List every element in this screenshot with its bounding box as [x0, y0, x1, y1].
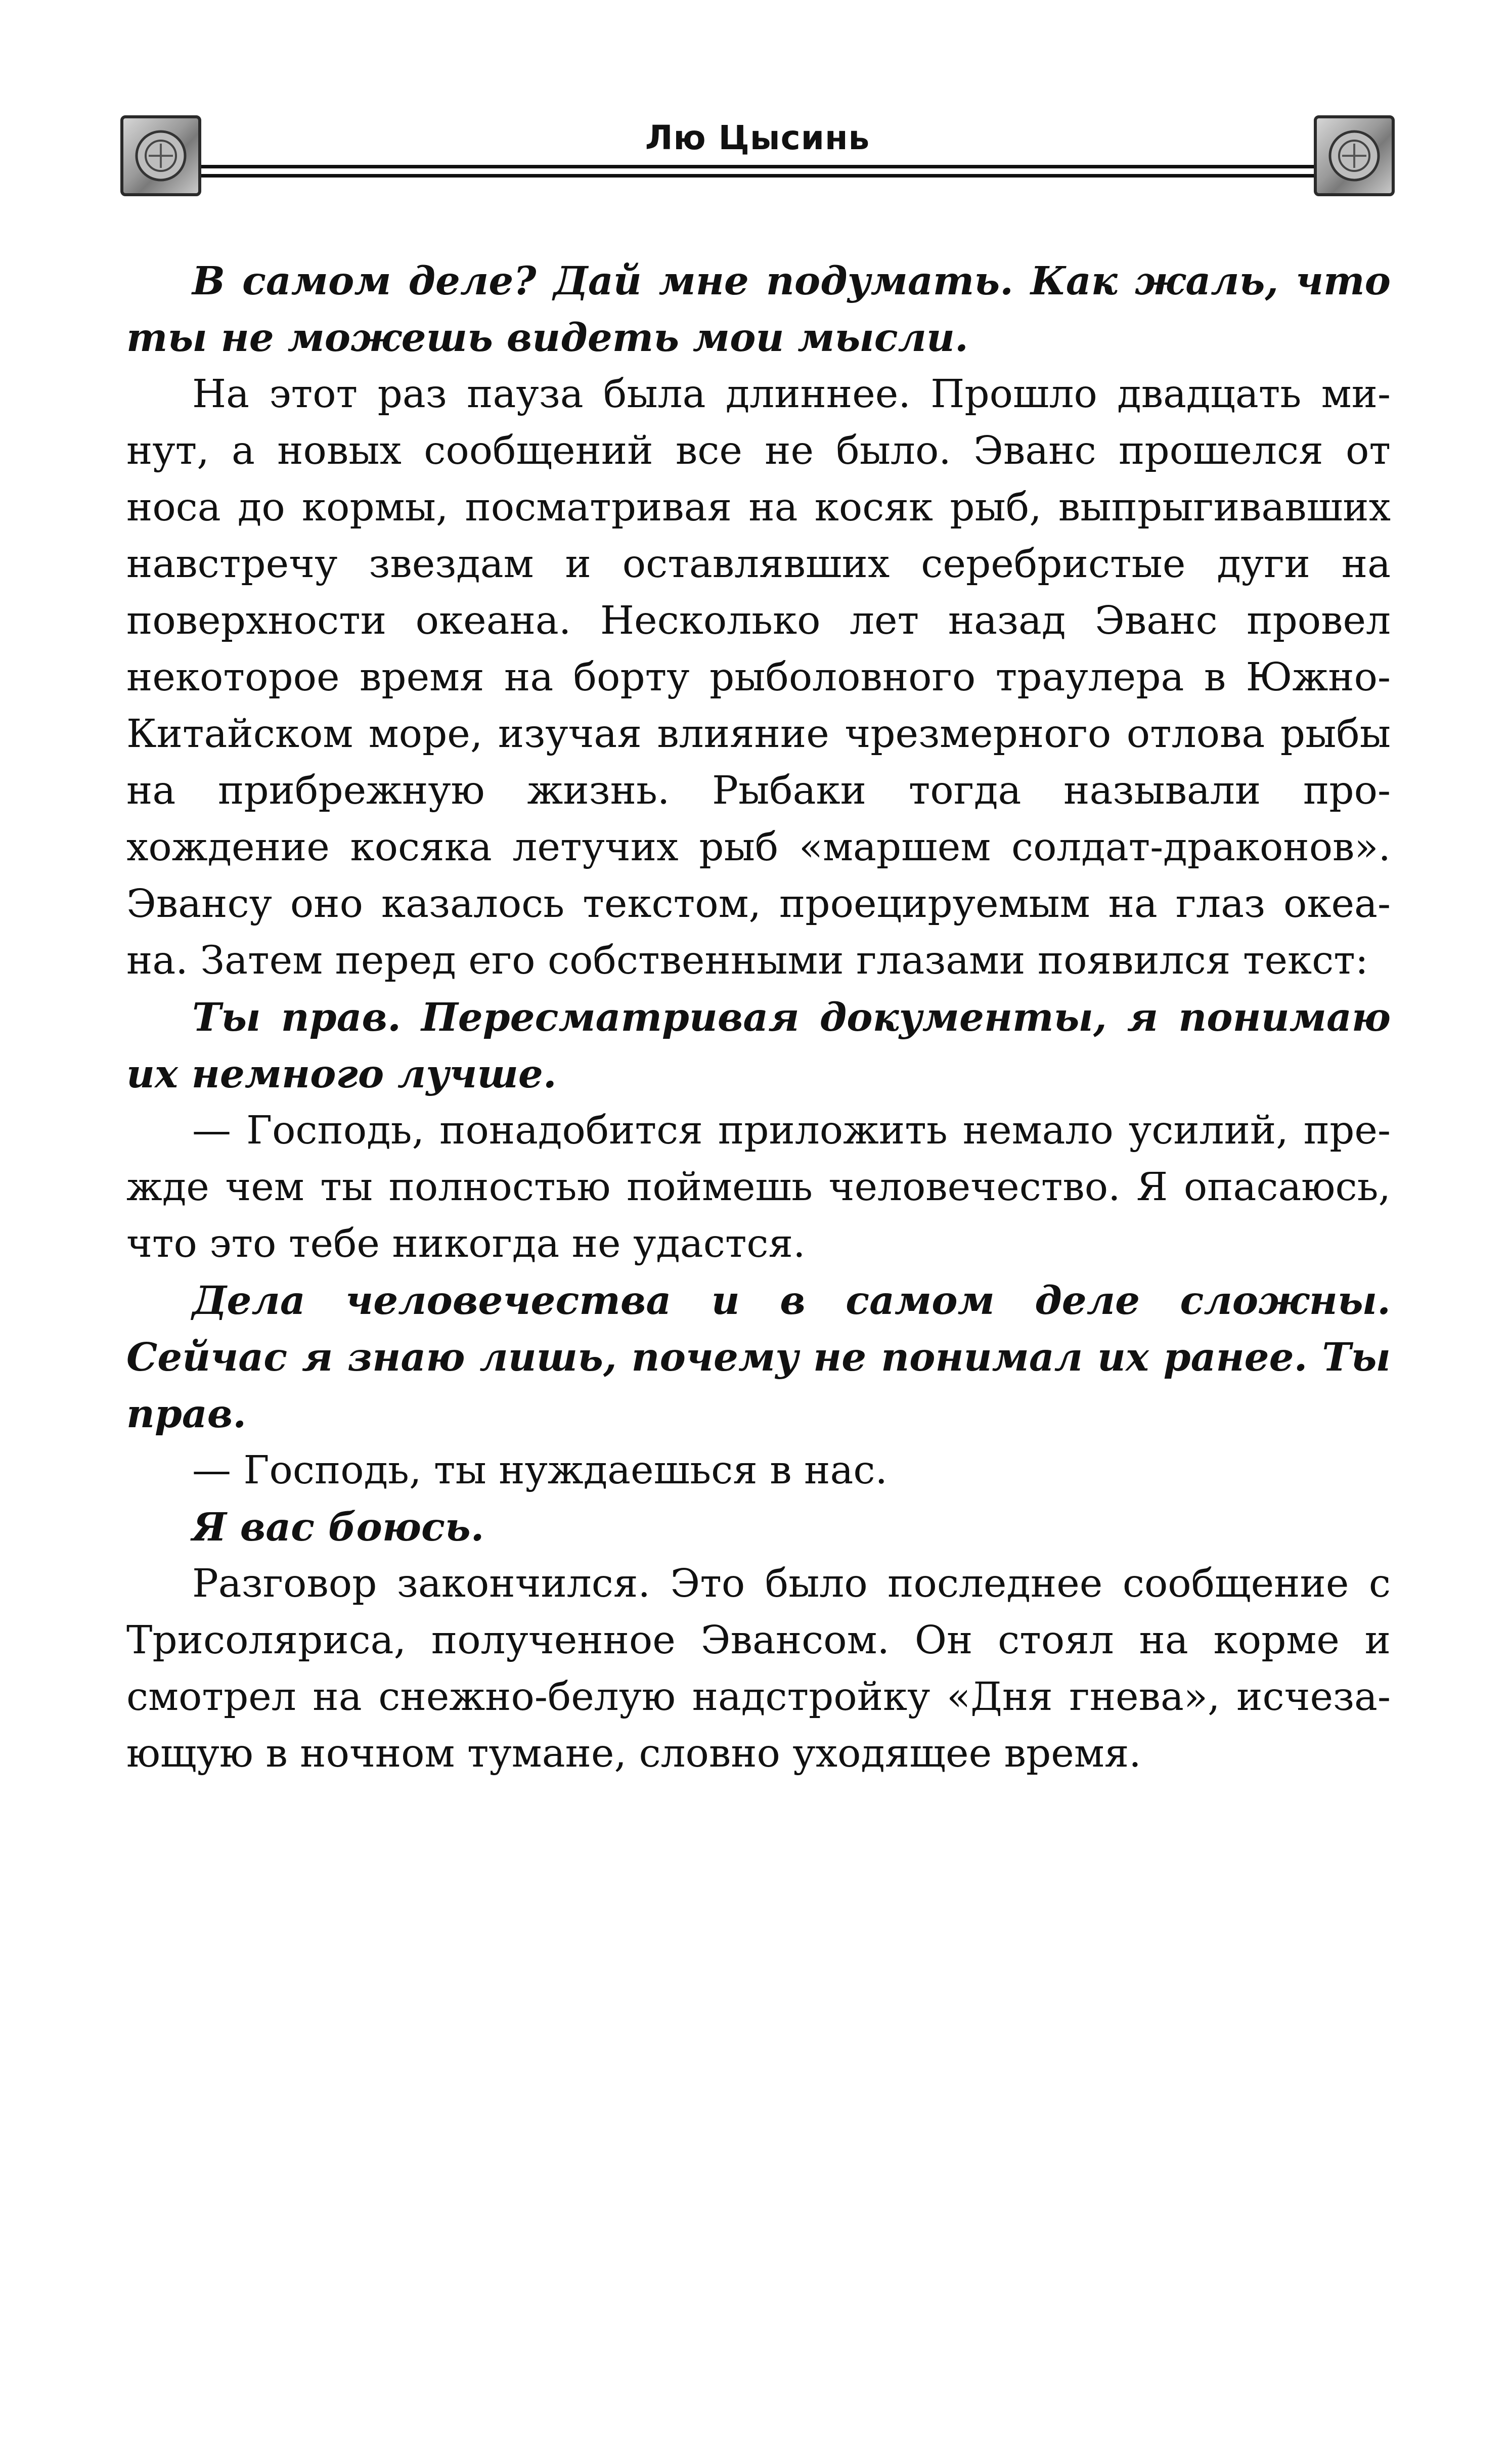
running-title: Лю Цысинь [645, 118, 870, 157]
paragraph: Я вас боюсь. [192, 1505, 484, 1550]
paragraph: Ты прав. Пересматривая документы, я понимаю их немного лучше. [126, 995, 1391, 1097]
body-text [126, 253, 1391, 1782]
header-rule-bottom [201, 174, 1314, 178]
ornament-right-icon [1314, 115, 1395, 196]
header-rule-top [201, 165, 1314, 168]
paragraph: На этот раз пауза была длиннее. Прошло двадцать минут, а новых сообщений все не было. Эванс прошелся от носа до кормы, посматривая на косяк рыб, выпрыгивавших навстречу звездам и оставлявших серебристые дуги на поверхности океана. Несколько лет назад Эванс провел некоторое время на борту рыболовного траулера в Южно-Китайском море, изучая влияние чрезмерного отлова рыбы на прибрежную жизнь. Рыбаки тогда называли прохождение косяка летучих рыб «маршем солдат-драконов». Эвансу оно казалось текстом, проецируемым на глаз океана. Затем перед его собственными глазами появился текст: [126, 372, 1391, 983]
paragraph: — Господь, ты нуждаешься в нас. [192, 1448, 887, 1493]
running-header [120, 105, 1395, 216]
paragraph: Разговор закончился. Это было последнее сообщение с Трисоляриса, полученное Эвансом. Он стоял на корме и смотрел на снежно-белую надстройку «Дня гнева», исчезающую в ночном тумане, словно уходящее время. [126, 1561, 1391, 1776]
paragraph: В самом деле? Дай мне подумать. Как жаль, что ты не можешь видеть мои мысли. [126, 258, 1391, 361]
paragraph: Дела человечества и в самом деле сложны. Сейчас я знаю лишь, почему не понимал их ранее. Ты прав. [126, 1278, 1391, 1437]
paragraph: — Господь, понадобится приложить немало усилий, прежде чем ты полностью поймешь человечество. Я опасаюсь, что это тебе никогда не удастся. [126, 1108, 1391, 1266]
